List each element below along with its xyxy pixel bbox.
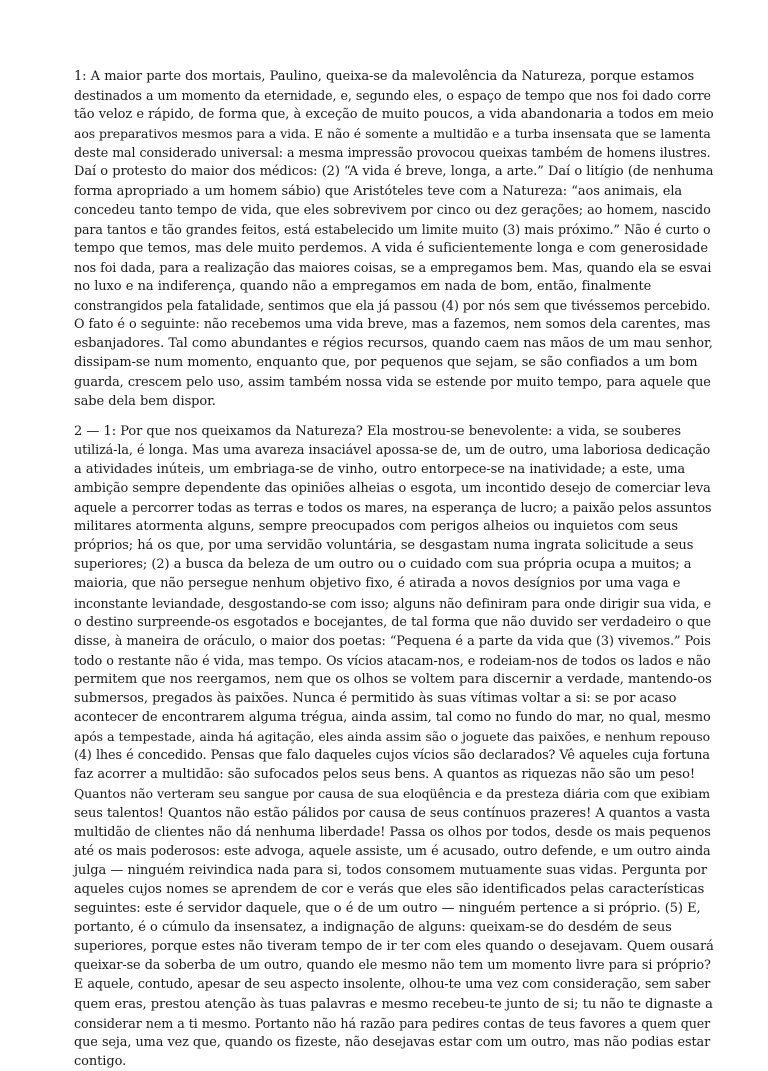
paragraph-2 [74,422,714,1071]
text-line: aquele a percorrer todas as terras e todos os mares, na esperança de lucro; a paixão pelos assuntos [74,500,712,516]
text-line: considerar nem a ti mesmo. Portanto não há razão para pedires contas de teus favores a quem quer [74,1015,711,1031]
text-line: 2 — 1: Por que nos queixamos da Natureza? Ela mostrou-se benevolente: a vida, se souberes [74,423,681,439]
text-line: multidão de clientes não dá nenhuma liberdade! Passa os olhos por todos, desde os mais pequenos [74,824,711,840]
text-line: seus talentos! Quantos não estão pálidos por causa de seus contínuos prazeres! A quantos a vasta [74,805,711,821]
text-line: utilizá-la, é longa. Mas uma avareza insaciável apossa-se de, um de outro, uma laboriosa dedicação [74,442,711,458]
text-line: que seja, uma vez que, quando os fizeste, não desejavas estar com um outro, mas não podias estar [74,1034,711,1050]
text-line: militares atormenta alguns, sempre preocupados com perigos alheios ou inquietos com seus [74,519,679,535]
text-line: disse, à maneira de oráculo, o maior dos poetas: “Pequena é a parte da vida que (3) vivemos.” Pois [74,633,711,649]
text-line: 1: A maior parte dos mortais, Paulino, queixa-se da malevolência da Natureza, porque estamos [74,69,695,84]
text-line: maioria, que não persegue nenhum objetivo fixo, é atirada a novos desígnios por uma vaga e [74,576,681,592]
paragraph-gap [74,411,714,422]
text-line: esbanjadores. Tal como abundantes e régios recursos, quando caem nas mãos de um mau senhor, [74,336,713,352]
text-line: queixar-se da soberba de um outro, quando ele mesmo não tem um momento livre para si próprio? [74,958,711,974]
text-line: julga — ninguém reivindica nada para si, todos consomem mutuamente suas vidas. Pergunta por [74,862,707,878]
text-line: forma apropriado a um homem sábio) que Aristóteles teve com a Natureza: “aos animais, ela [74,183,683,199]
text-line: superiores, porque estes não tiveram tempo de ir ter com eles quando o desejavam. Quem ousará [74,939,714,955]
text-line: deste mal considerado universal: a mesma impressão provocou queixas também de homens ilustres. [74,145,711,161]
text-line: próprios; há os que, por uma servidão voluntária, se desgastam numa ingrata solicitude a seus [74,538,694,554]
text-line: sabe dela bem dispor. [74,393,216,409]
text-line: todo o restante não é vida, mas tempo. Os vícios atacam-nos, e rodeiam-nos de todos os lados e não [74,652,711,668]
text-line: submersos, pregados às paixões. Nunca é permitido às suas vítimas voltar a si: se por acaso [74,691,677,706]
text-line: guarda, crescem pelo uso, assim também nossa vida se estende por muito tempo, para aquele que [74,374,711,390]
paragraph-1 [74,67,714,411]
text-line: constrangidos pela fatalidade, sentimos que ela já passou (4) por nós sem que tivéssemos percebido. [74,298,711,314]
text-line: dissipam-se num momento, enquanto que, por pequenos que sejam, se são confiados a um bom [74,355,698,371]
text-line: aqueles cujos nomes se aprendem de cor e verás que eles são identificados pelas características [74,881,705,897]
text-line: Quantos não verteram seu sangue por causa de sua eloqüência e da presteza diária com que exibiam [74,786,710,802]
text-line: a atividades inúteis, um embriaga-se de vinho, outro entorpece-se na inatividade; a este, uma [74,461,686,477]
text-line: (4) lhes é concedido. Pensas que falo daqueles cujos vícios são declarados? Vê aqueles cuja fortuna [74,748,710,764]
text-line: o destino surpreende-os esgotados e bocejantes, de tal forma que não duvido ser verdadeiro o que [74,614,711,630]
text-line: tão veloz e rápido, de forma que, à exceção de muito poucos, a vida abandonaria a todos em meio [74,107,714,123]
text-line: superiores; (2) a busca da beleza de um outro ou o cuidado com sua própria ocupa a muitos; a [74,557,692,573]
text-line: contigo. [74,1053,127,1069]
text-line: concedeu tanto tempo de vida, que eles sobrevivem por cinco ou dez gerações; ao homem, nascido [74,202,711,218]
text-line: destinados a um momento da eternidade, e, segundo eles, o espaço de tempo que nos foi dado corre [74,88,711,104]
text-line: portanto, é o cúmulo da insensatez, a indignação de alguns: queixam-se do desdém de seus [74,920,672,936]
text-line: permitem que nos reergamos, nem que os olhos se voltem para discernir a verdade, mantendo-os [74,671,712,687]
text-line: O fato é o seguinte: não recebemos uma vida breve, mas a fazemos, nem somos dela carentes, mas [74,317,711,333]
text-line: seguintes: este é servidor daquele, que o é de um outro — ninguém pertence a si próprio. (5) E, [74,901,701,917]
text-line: faz acorrer a multidão: são sufocados pelos seus bens. A quantos as riquezas não são um peso! [74,767,695,783]
text-line: para tantos e tão grandes feitos, está estabelecido um limite muito (3) mais próximo.” Não é curto o [74,221,711,237]
text-line: aos preparativos mesmos para a vida. E não é somente a multidão e a turba insensata que se lamenta [74,126,711,142]
text-line: acontecer de encontrarem alguma trégua, ainda assim, tal como no fundo do mar, no qual, mesmo [74,710,711,726]
document-page [74,67,714,1071]
text-line: após a tempestade, ainda há agitação, eles ainda assim são o joguete das paixões, e nenhum repouso [74,729,711,745]
text-line: tempo que temos, mas dele muito perdemos. A vida é suficientemente longa e com generosidade [74,240,708,256]
text-line: nos foi dada, para a realização das maiores coisas, se a empregamos bem. Mas, quando ela se esvai [74,259,712,275]
text-line: no luxo e na indiferença, quando não a empregamos em nada de bom, então, finalmente [74,279,652,295]
text-line: inconstante leviandade, desgostando-se com isso; alguns não definiram para onde dirigir sua vida, e [74,595,712,611]
text-line: E aquele, contudo, apesar de seu aspecto insolente, olhou-te uma vez com consideração, sem saber [74,977,711,993]
text-line: até os mais poderosos: este advoga, aquele assiste, um é acusado, outro defende, e um outro ainda [74,843,711,859]
text-line: quem eras, prestou atenção às tuas palavras e mesmo recebeu-te junto de si; tu não te dignaste a [74,996,713,1012]
text-line: ambição sempre dependente das opiniões alheias o esgota, um incontido desejo de comerciar leva [74,480,711,496]
text-line: Daí o protesto do maior dos médicos: (2) “A vida é breve, longa, a arte.” Daí o litígio (de nenhuma [74,164,714,180]
